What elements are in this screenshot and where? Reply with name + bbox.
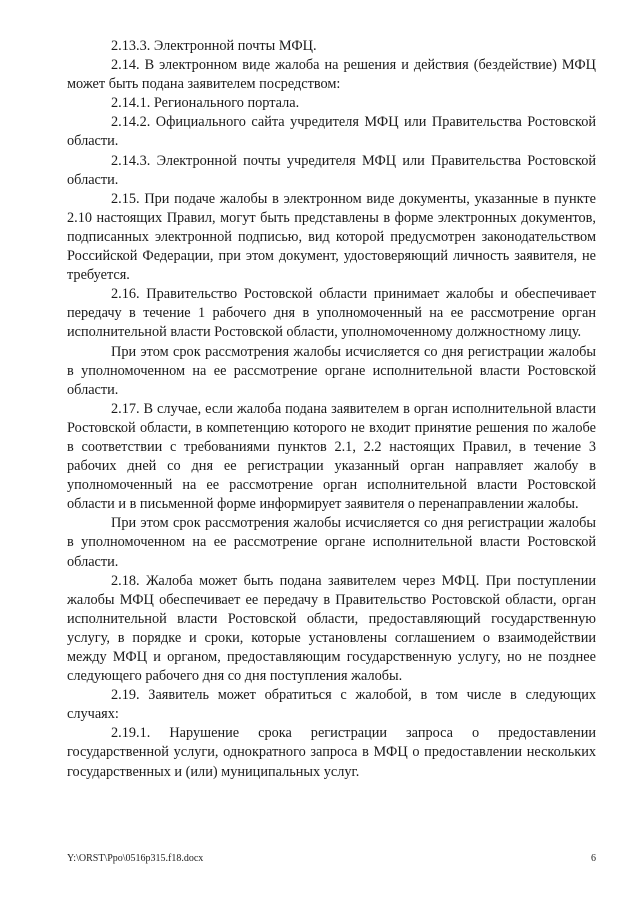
paragraph: 2.19.1. Нарушение срока регистрации запроса о предоставлении государственной услуги, однократного запроса в МФЦ о предоставлении нескольких государственных и (или) муниципальных услуг. (67, 725, 596, 780)
document-body (67, 37, 596, 782)
paragraph: 2.14.3. Электронной почты учредителя МФЦ или Правительства Ростовской области. (67, 152, 596, 188)
paragraph: 2.15. При подаче жалобы в электронном виде документы, указанные в пункте 2.10 настоящих Правил, могут быть представлены в форме электронных документов, подписанных электронной подписью, вид которой предусмотрен законодательством Российской Федерации, при этом документ, удостоверяющий личность заявителя, не требуется. (67, 190, 596, 284)
paragraph: 2.14.1. Регионального портала. (111, 95, 300, 112)
paragraph: При этом срок рассмотрения жалобы исчисляется со дня регистрации жалобы в уполномоченном на ее рассмотрение органе исполнительной власти Ростовской области. (67, 343, 596, 398)
paragraph: 2.13.3. Электронной почты МФЦ. (111, 38, 317, 54)
paragraph: При этом срок рассмотрения жалобы исчисляется со дня регистрации жалобы в уполномоченном на ее рассмотрение органе исполнительной власти Ростовской области. (67, 515, 596, 570)
paragraph: 2.14.2. Официального сайта учредителя МФЦ или Правительства Ростовской области. (67, 114, 596, 150)
file-path: Y:\ORST\Ppo\0516p315.f18.docx (67, 853, 204, 864)
paragraph: 2.18. Жалоба может быть подана заявителем через МФЦ. При поступлении жалобы МФЦ обеспечивает ее передачу в Правительство Ростовской области, орган исполнительной власти Ростовской области, предоставляющий государственную услугу, в порядке и сроки, которые установлены соглашением о взаимодействии между МФЦ и органом, предоставляющим государственную услугу, но не позднее следующего рабочего дня со дня поступления жалобы. (67, 572, 596, 685)
page-number: 6 (591, 853, 596, 864)
paragraph: 2.17. В случае, если жалоба подана заявителем в орган исполнительной власти Ростовской области, в компетенцию которого не входит принятие решения по жалобе в соответствии с требованиями пунктов 2.1, 2.2 настоящих Правил, в течение 3 рабочих дней со дня ее регистрации указанный орган направляет жалобу в уполномоченный на ее рассмотрение орган исполнительной власти Ростовской области и в письменной форме информирует заявителя о перенаправлении жалобы. (67, 400, 596, 513)
paragraph: 2.16. Правительство Ростовской области принимает жалобы и обеспечивает передачу в течение 1 рабочего дня в уполномоченный на ее рассмотрение орган исполнительной власти Ростовской области, уполномоченному должностному лицу. (67, 286, 596, 341)
paragraph: 2.19. Заявитель может обратиться с жалобой, в том числе в следующих случаях: (67, 687, 596, 723)
paragraph: 2.14. В электронном виде жалоба на решения и действия (бездействие) МФЦ может быть подана заявителем посредством: (67, 57, 596, 93)
